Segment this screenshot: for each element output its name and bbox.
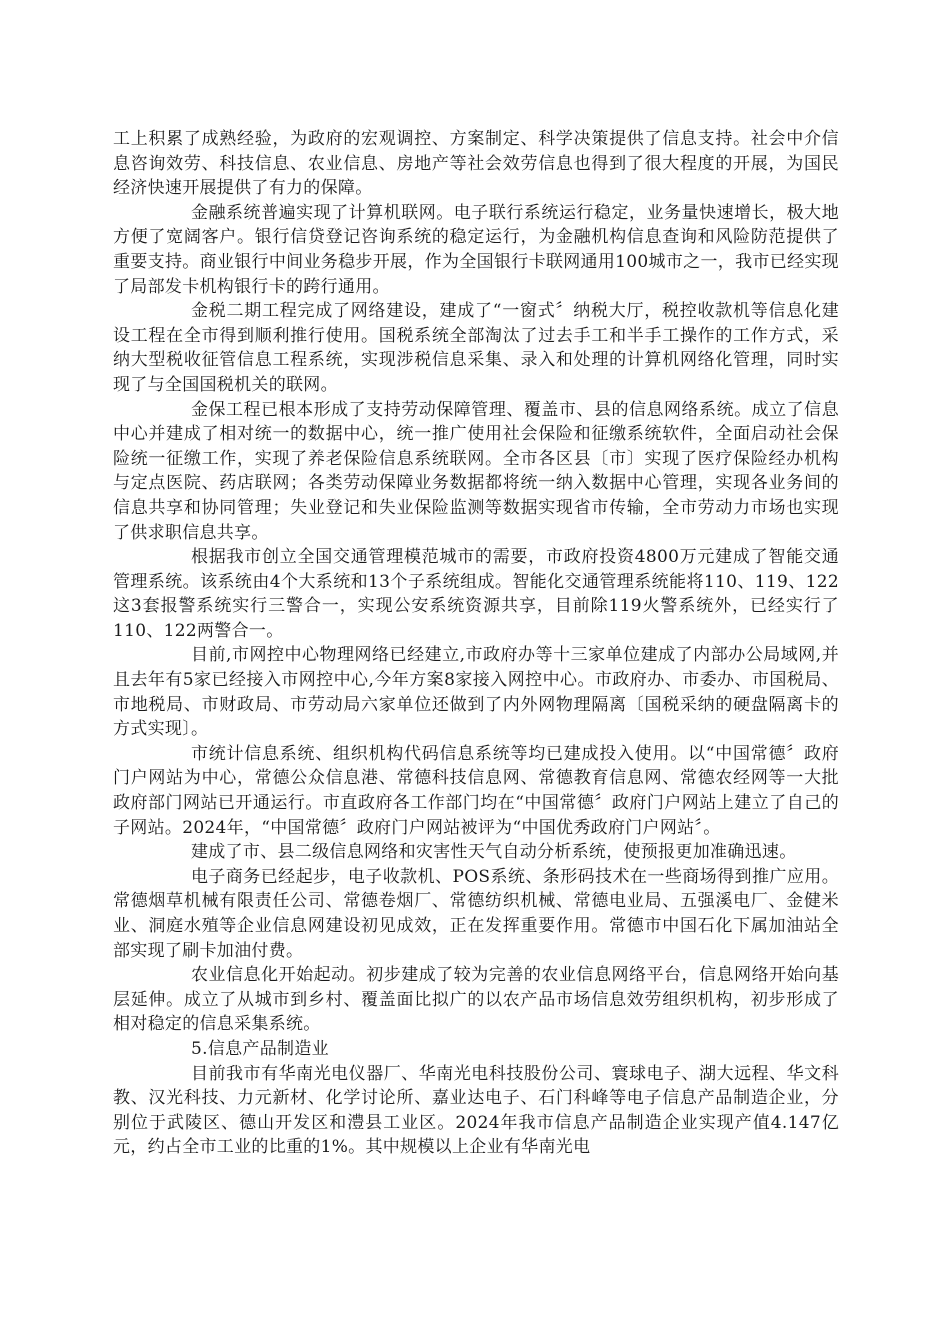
paragraph-weather-system: 建成了市、县二级信息网络和灾害性天气自动分析系统，使预报更加准确迅速。 — [191, 842, 797, 863]
paragraph-traffic-management: 根据我市创立全国交通管理模范城市的需要，市政府投资4800万元建成了智能交通管理系统。该系统由4个大系统和13个子系统组成。智能化交通管理系统能将110、119、122这3套报警系统实行三警合一，实现公安系统资源共享，目前除119火警系统外，已经实行了110、122两警合一。 — [113, 547, 839, 641]
paragraph-government-portal: 市统计信息系统、组织机构代码信息系统等均已建成投入使用。以“中国常德〞政府门户网站为中心，常德公众信息港、常德科技信息网、常德教育信息网、常德农经网等一大批政府部门网站已开通运行。市直政府各工作部门均在“中国常德〞政府门户网站上建立了自己的子网站。2024年，“中国常德〞政府门户网站被评为“中国优秀政府门户网站〞。 — [113, 743, 839, 838]
paragraph-agriculture-informatization: 农业信息化开始起动。初步建成了较为完善的农业信息网络平台，信息网络开始向基层延伸。成立了从城市到乡村、覆盖面比拟广的以农产品市场信息效劳组织机构，初步形成了相对稳定的信息采集系统。 — [113, 965, 839, 1035]
paragraph-manufacturing-enterprises: 目前我市有华南光电仪器厂、华南光电科技股份公司、寰球电子、湖大远程、华文科教、汉光科技、力元新材、化学讨论所、嘉业达电子、石门科峰等电子信息产品制造企业，分别位于武陵区、德山开发区和澧县工业区。2024年我市信息产品制造企业实现产值4.147亿元，约占全市工业的比重的1%。其中规模以上企业有华南光电 — [113, 1063, 839, 1158]
paragraph-network-control-center: 目前,市网控中心物理网络已经建立,市政府办等十三家单位建成了内部办公局域网,并且去年有5家已经接入市网控中心,今年方案8家接入网控中心。市政府办、市委办、市国税局、市地税局、市财政局、市劳动局六家单位还做到了内外网物理隔离〔国税采纳的硬盘隔离卡的方式实现〕。 — [113, 645, 839, 740]
document-body — [113, 127, 839, 1160]
section-heading-manufacturing: 5.信息产品制造业 — [191, 1038, 329, 1059]
paragraph-golden-tax: 金税二期工程完成了网络建设，建成了“一窗式〞纳税大厅，税控收款机等信息化建设工程在全市得到顺利推行使用。国税系统全部淘汰了过去手工和半手工操作的工作方式，采纳大型税收征管信息工程系统，实现涉税信息采集、录入和处理的计算机网络化管理，同时实现了与全国国税机关的联网。 — [113, 301, 839, 395]
paragraph-finance-network: 金融系统普遍实现了计算机联网。电子联行系统运行稳定，业务量快速增长，极大地方便了宽阔客户。银行信贷登记咨询系统的稳定运行，为金融机构信息查询和风险防范提供了重要支持。商业银行中间业务稳步开展，作为全国银行卡联网通用100城市之一，我市已经实现了局部发卡机构银行卡的跨行通用。 — [113, 202, 839, 297]
paragraph-e-commerce: 电子商务已经起步，电子收款机、POS系统、条形码技术在一些商场得到推广应用。常德烟草机械有限责任公司、常德卷烟厂、常德纺织机械、常德电业局、五强溪电厂、金健米业、洞庭水殖等企业信息网建设初见成效，正在发挥重要作用。常德市中国石化下属加油站全部实现了刷卡加油付费。 — [113, 866, 839, 961]
paragraph-continuation: 工上积累了成熟经验，为政府的宏观调控、方案制定、科学决策提供了信息支持。社会中介信息咨询效劳、科技信息、农业信息、房地产等社会效劳信息也得到了很大程度的开展，为国民经济快速开展提供了有力的保障。 — [113, 129, 839, 199]
paragraph-golden-insurance: 金保工程已根本形成了支持劳动保障管理、覆盖市、县的信息网络系统。成立了信息中心并建成了相对统一的数据中心，统一推广使用社会保险和征缴系统软件，全面启动社会保险统一征缴工作，实现了养老保险信息系统联网。全市各区县〔市〕实现了医疗保险经办机构与定点医院、药店联网；各类劳动保障业务数据都将统一纳入数据中心管理，实现各业务间的信息共享和协同管理；失业登记和失业保险监测等数据实现省市传输，全市劳动力市场也实现了供求职信息共享。 — [113, 399, 839, 543]
